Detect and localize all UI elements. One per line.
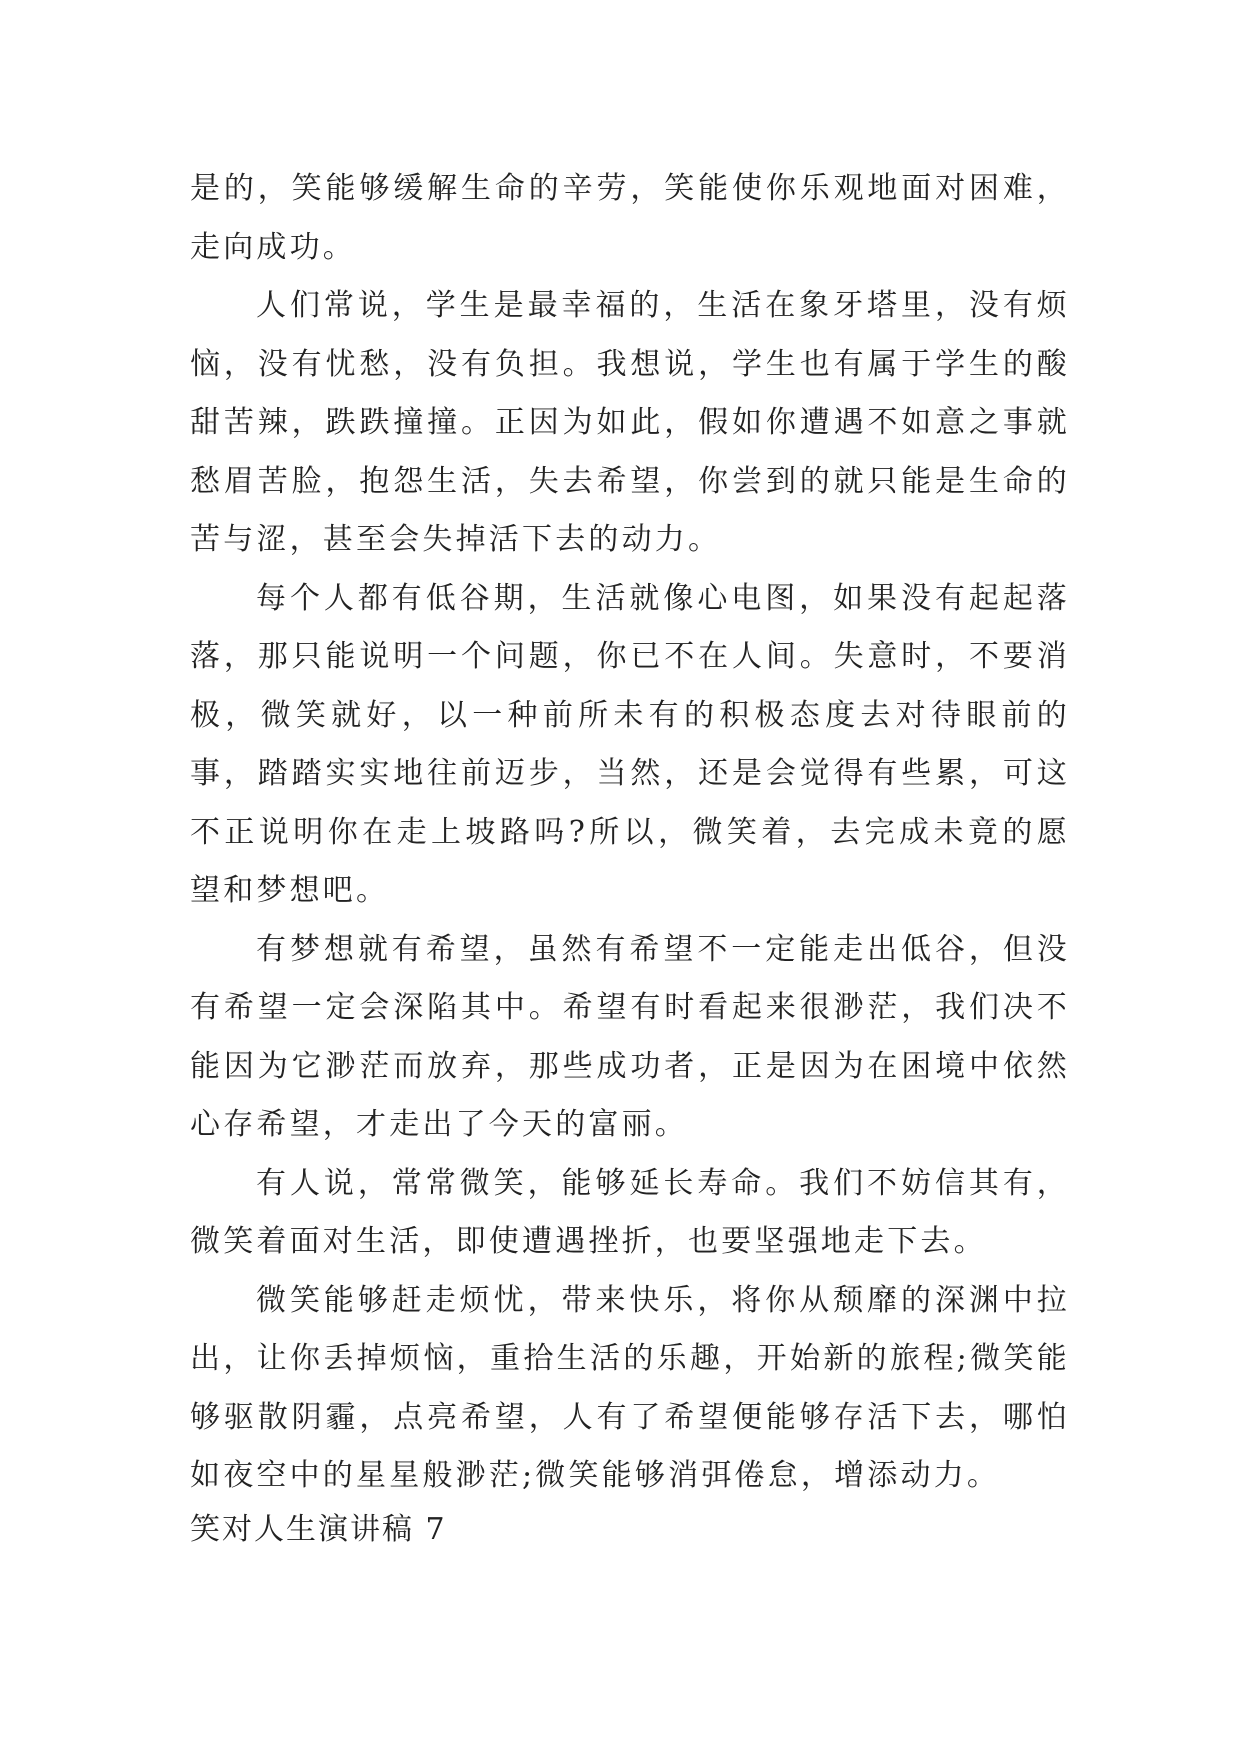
- paragraph: 人们常说，学生是最幸福的，生活在象牙塔里，没有烦恼，没有忧愁，没有负担。我想说，学生也有属于学生的酸甜苦辣，跌跌撞撞。正因为如此，假如你遭遇不如意之事就愁眉苦脸，抱怨生活，失去希望，你尝到的就只能是生命的苦与涩，甚至会失掉活下去的动力。: [190, 288, 1070, 557]
- paragraph: 是的，笑能够缓解生命的辛劳，笑能使你乐观地面对困难，走向成功。: [190, 171, 1070, 265]
- paragraph: 微笑能够赶走烦忧，带来快乐，将你从颓靡的深渊中拉出，让你丢掉烦恼，重拾生活的乐趣，开始新的旅程;微笑能够驱散阴霾，点亮希望，人有了希望便能够存活下去，哪怕如夜空中的星星般渺茫;微笑能够消弭倦怠，增添动力。: [190, 1282, 1070, 1493]
- section-heading: 笑对人生演讲稿 7: [190, 1511, 447, 1547]
- paragraph: 有人说，常常微笑，能够延长寿命。我们不妨信其有，微笑着面对生活，即使遭遇挫折，也要坚强地走下去。: [190, 1165, 1070, 1259]
- document-body: [190, 160, 1070, 1554]
- paragraph: 每个人都有低谷期，生活就像心电图，如果没有起起落落，那只能说明一个问题，你已不在人间。失意时，不要消极，微笑就好，以一种前所未有的积极态度去对待眼前的事，踏踏实实地往前迈步，当然，还是会觉得有些累，可这不正说明你在走上坡路吗?所以，微笑着，去完成未竟的愿望和梦想吧。: [190, 580, 1070, 908]
- paragraph: 有梦想就有希望，虽然有希望不一定能走出低谷，但没有希望一定会深陷其中。希望有时看起来很渺茫，我们决不能因为它渺茫而放弃，那些成功者，正是因为在困境中依然心存希望，才走出了今天的富丽。: [190, 931, 1070, 1142]
